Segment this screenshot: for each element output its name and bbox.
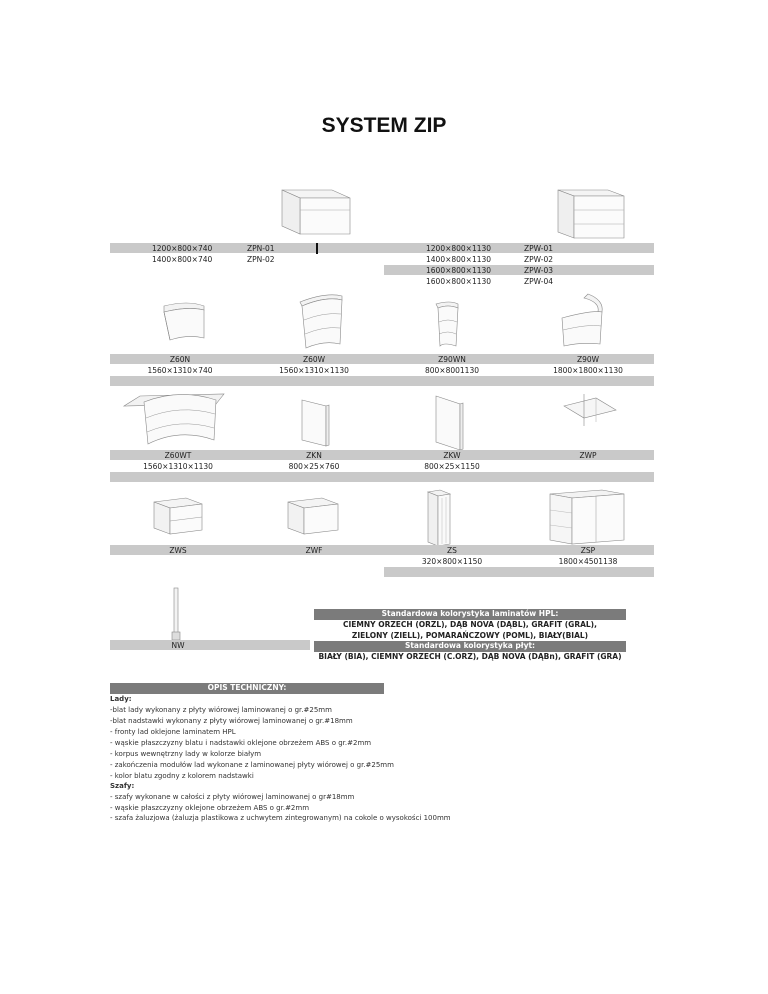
- zws-thumbnail: [148, 494, 208, 538]
- plyt-colors-line1: BIAŁY (BIA), CIEMNY ORZECH (C.ORZ), DĄB NOVA (DĄBn), GRAFIT (GRA): [318, 652, 622, 661]
- z60n-thumbnail: [142, 296, 212, 346]
- lady-item: - kolor blatu zgodny z kolorem nadstawki: [110, 772, 254, 780]
- szafy-item: - szafy wykonane w całości z płyty wiórowej laminowanej o gr#18mm: [110, 793, 355, 801]
- zpn-01-dim: 1200×800×740: [152, 244, 213, 253]
- lady-item: -blat nadstawki wykonany z płyty wiórowej laminowanej o gr.#18mm: [110, 717, 353, 725]
- zkn-dim: 800×25×760: [288, 462, 340, 471]
- row4-band-bottom: [384, 567, 654, 577]
- z60n-code: Z60N: [169, 355, 191, 364]
- opis-header: OPIS TECHNICZNY:: [110, 683, 384, 694]
- zpn-01-code: ZPN-01: [247, 244, 275, 253]
- nw-thumbnail: [160, 586, 194, 642]
- zwp-thumbnail: [560, 392, 620, 428]
- zpw-row-band: [384, 265, 654, 275]
- z60w-thumbnail: [280, 290, 350, 350]
- szafy-item: - szafa żaluzjowa (żaluzja plastikowa z uchwytem zintegrowanym) na cokole o wysokości 100mm: [110, 814, 451, 822]
- zpw-03-code: ZPW-03: [524, 266, 554, 275]
- zkn-code: ZKN: [306, 451, 322, 460]
- z60n-dim: 1560×1310×740: [147, 366, 213, 375]
- row2-band-bottom: [110, 376, 654, 386]
- z60wt-thumbnail: [120, 388, 230, 450]
- z90wn-code: Z90WN: [438, 355, 466, 364]
- zpw-02-dim: 1400×800×1130: [426, 255, 492, 264]
- zwf-code: ZWF: [305, 546, 323, 555]
- z90wn-dim: 800×8001130: [424, 366, 479, 375]
- zpw-02-code: ZPW-02: [524, 255, 554, 264]
- z90w-code: Z90W: [576, 355, 600, 364]
- zpn-02-code: ZPN-02: [247, 255, 275, 264]
- z60wt-dim: 1560×1310×1130: [143, 462, 213, 471]
- lady-item: - wąskie płaszczyzny blatu i nadstawki oklejone obrzeżem ABS o gr.#2mm: [110, 739, 372, 747]
- zpw-01-code: ZPW-01: [524, 244, 554, 253]
- zwp-code: ZWP: [579, 451, 597, 460]
- zs-dim: 320×800×1150: [421, 557, 483, 566]
- zsp-thumbnail: [544, 488, 628, 546]
- zkn-thumbnail: [296, 398, 336, 448]
- szafy-item: - wąskie płaszczyzny oklejone obrzeżem ABS o gr.#2mm: [110, 804, 310, 812]
- szafy-title: Szafy:: [110, 782, 135, 790]
- row3-band-bottom: [110, 472, 654, 482]
- zkw-dim: 800×25×1150: [424, 462, 480, 471]
- lady-item: - zakończenia modułów lad wykonane z laminowanej płyty wiórowej o gr.#25mm: [110, 761, 394, 769]
- zsp-dim: 1800×4501138: [558, 557, 618, 566]
- z60w-dim: 1560×1310×1130: [279, 366, 349, 375]
- nw-code: NW: [171, 641, 185, 650]
- lady-item: -blat lady wykonany z płyty wiórowej laminowanej o gr.#25mm: [110, 706, 332, 714]
- lady-title: Lady:: [110, 695, 132, 703]
- zpw-04-code: ZPW-04: [524, 277, 554, 286]
- z90w-thumbnail: [552, 290, 622, 350]
- zs-code: ZS: [447, 546, 457, 555]
- zs-thumbnail: [424, 488, 454, 548]
- zpw-thumbnail: [548, 184, 628, 242]
- plyt-colors-header: Standardowa kolorystyka płyt:: [314, 641, 626, 652]
- page-title: SYSTEM ZIP: [321, 114, 447, 137]
- zkw-thumbnail: [428, 394, 468, 452]
- divider-mark: [316, 243, 318, 254]
- zws-code: ZWS: [169, 546, 187, 555]
- lady-item: - fronty lad oklejone laminatem HPL: [110, 728, 236, 736]
- z60wt-code: Z60WT: [164, 451, 192, 460]
- z90w-dim: 1800×1800×1130: [553, 366, 623, 375]
- zwf-thumbnail: [280, 494, 344, 538]
- z90wn-thumbnail: [422, 296, 472, 350]
- z60w-code: Z60W: [302, 355, 326, 364]
- hpl-colors-header: Standardowa kolorystyka laminatów HPL:: [314, 609, 626, 620]
- zsp-code: ZSP: [580, 546, 596, 555]
- zpn-02-dim: 1400×800×740: [152, 255, 213, 264]
- lady-item: - korpus wewnętrzny lady w kolorze białym: [110, 750, 262, 758]
- hpl-colors-line2: ZIELONY (ZIELL), POMARAŃCZOWY (POML), BIAŁY(BIAL): [351, 631, 589, 640]
- zpw-01-dim: 1200×800×1130: [426, 244, 492, 253]
- zpw-04-dim: 1600×800×1130: [426, 277, 492, 286]
- zkw-code: ZKW: [443, 451, 461, 460]
- zpn-thumbnail: [276, 182, 356, 238]
- zpw-03-dim: 1600×800×1130: [426, 266, 492, 275]
- hpl-colors-line1: CIEMNY ORZECH (ORZL), DĄB NOVA (DĄBL), GRAFIT (GRAL),: [343, 620, 597, 629]
